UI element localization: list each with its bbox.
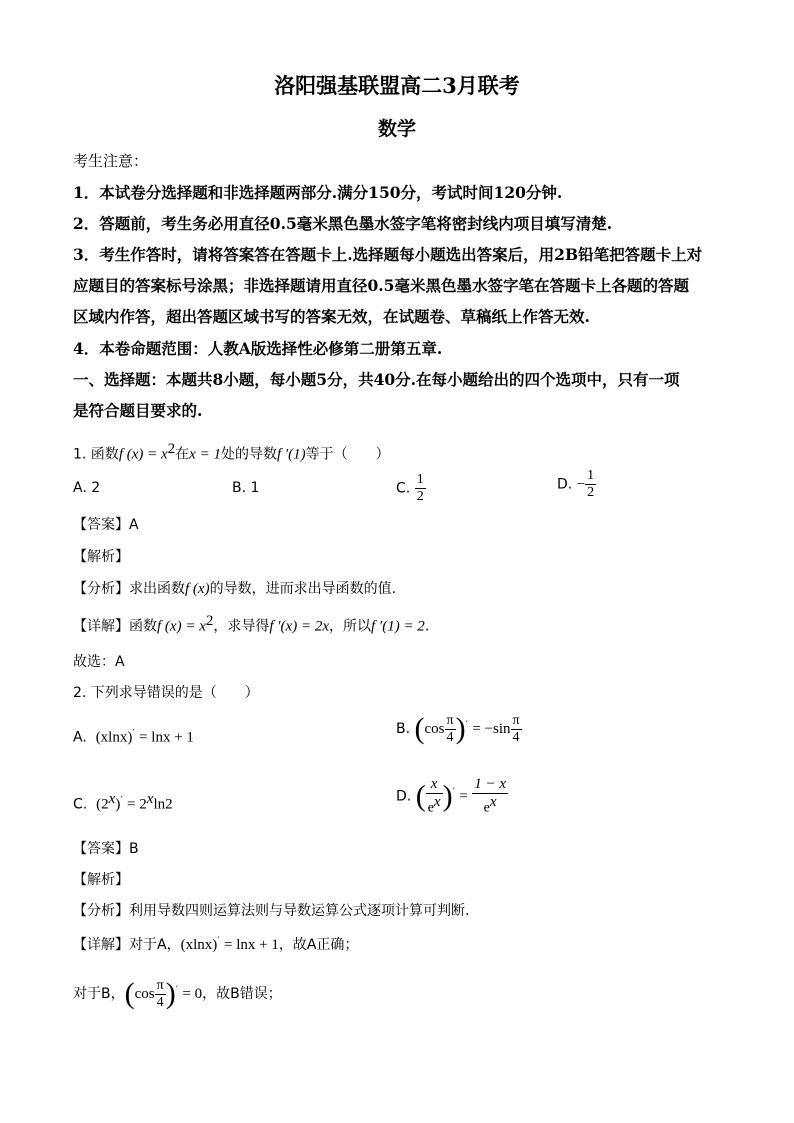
q2-option-b-explain: 对于B，(cos $\frac{\pi}{4}$ )′ = 0，故B错误；: [73, 977, 282, 1010]
notice-item-4: 4．本卷命题范围：人教A版选择性必修第二册第五章.: [73, 339, 443, 358]
question-1-stem: 1. 函数f $(x) = x^2$在x = 1处的导数f ′(1)等于（ ）: [73, 441, 390, 463]
q2-option-a: A. (xlnx)′ = lnx + 1: [73, 728, 194, 746]
notice-item-3-cont1: 应题目的答案标号涂黑；非选择题请用直径0.5毫米黑色墨水签字笔在答题卡上各题的答题: [73, 276, 689, 295]
q1-answer: 【答案】A: [73, 517, 139, 533]
notice-item-1: 1．本试卷分选择题和非选择题两部分.满分150分，考试时间120分钟.: [73, 183, 563, 202]
q1-function: f (x) = x: [118, 446, 168, 463]
q2-xiangjie: 【详解】对于A，(xlnx)′ = lnx + 1，故A正确；: [73, 935, 359, 953]
q1-option-b: B. 1: [232, 480, 260, 496]
q1-prefix: 1. 函数: [73, 446, 119, 463]
q1-option-a: A. 2: [73, 480, 101, 496]
section-heading-line1: 一、选择题：本题共8小题，每小题5分，共40分.在每小题给出的四个选项中，只有一项: [73, 370, 680, 389]
subject-title: 数学: [377, 118, 416, 140]
q1-fenxi: 【分析】求出函数f (x)的导数，进而求出导函数的值.: [73, 581, 397, 597]
notice-item-3: 3．考生作答时，请将答案答在答题卡上.选择题每小题选出答案后，用2B铅笔把答题卡上对: [73, 245, 703, 264]
q2-answer: 【答案】B: [73, 841, 139, 857]
q2-option-c: C. $(2^x)' = 2^x\ln 2$: [73, 791, 173, 813]
q2-option-d: D. ( $\frac{x}{e^x}$ )′ = $\frac{1 - x}{e^x}$: [396, 776, 507, 816]
q1-xiangjie: 【详解】函数f $(x) = x^2$，求导得f ′(x) = 2x，所以f ′(1) = 2.: [73, 613, 430, 635]
section-heading-line2: 是符合题目要求的.: [73, 401, 203, 420]
exam-title: 洛阳强基联盟高二3月联考: [274, 73, 520, 98]
notice-item-3-cont2: 区域内作答，超出答题区域书写的答案无效，在试题卷、草稿纸上作答无效.: [73, 307, 590, 326]
q2-analysis-tag: 【解析】: [73, 872, 129, 888]
notice-heading: 考生注意：: [73, 152, 149, 170]
q1-condition: x = 1: [189, 446, 221, 463]
q1-choice: 故选：A: [73, 654, 125, 670]
q1-option-d: D. − $\frac{1}{2}$: [557, 468, 595, 500]
q2-option-b: B. (cos $\frac{\pi}{4}$ )′ = −sin $\frac{\pi}{4}$: [396, 712, 520, 745]
q1-analysis-tag: 【解析】: [73, 549, 129, 565]
question-2-stem: 2. 下列求导错误的是（ ）: [73, 685, 259, 701]
q1-derivative: f ′(1): [276, 446, 306, 463]
q1-exponent: 2: [167, 441, 176, 457]
q1-option-c: C. $\frac{1}{2}$: [396, 472, 424, 504]
q2-fenxi: 【分析】利用导数四则运算法则与导数运算公式逐项计算可判断.: [73, 903, 470, 919]
notice-item-2: 2．答题前，考生务必用直径0.5毫米黑色墨水签字笔将密封线内项目填写清楚.: [73, 214, 613, 233]
